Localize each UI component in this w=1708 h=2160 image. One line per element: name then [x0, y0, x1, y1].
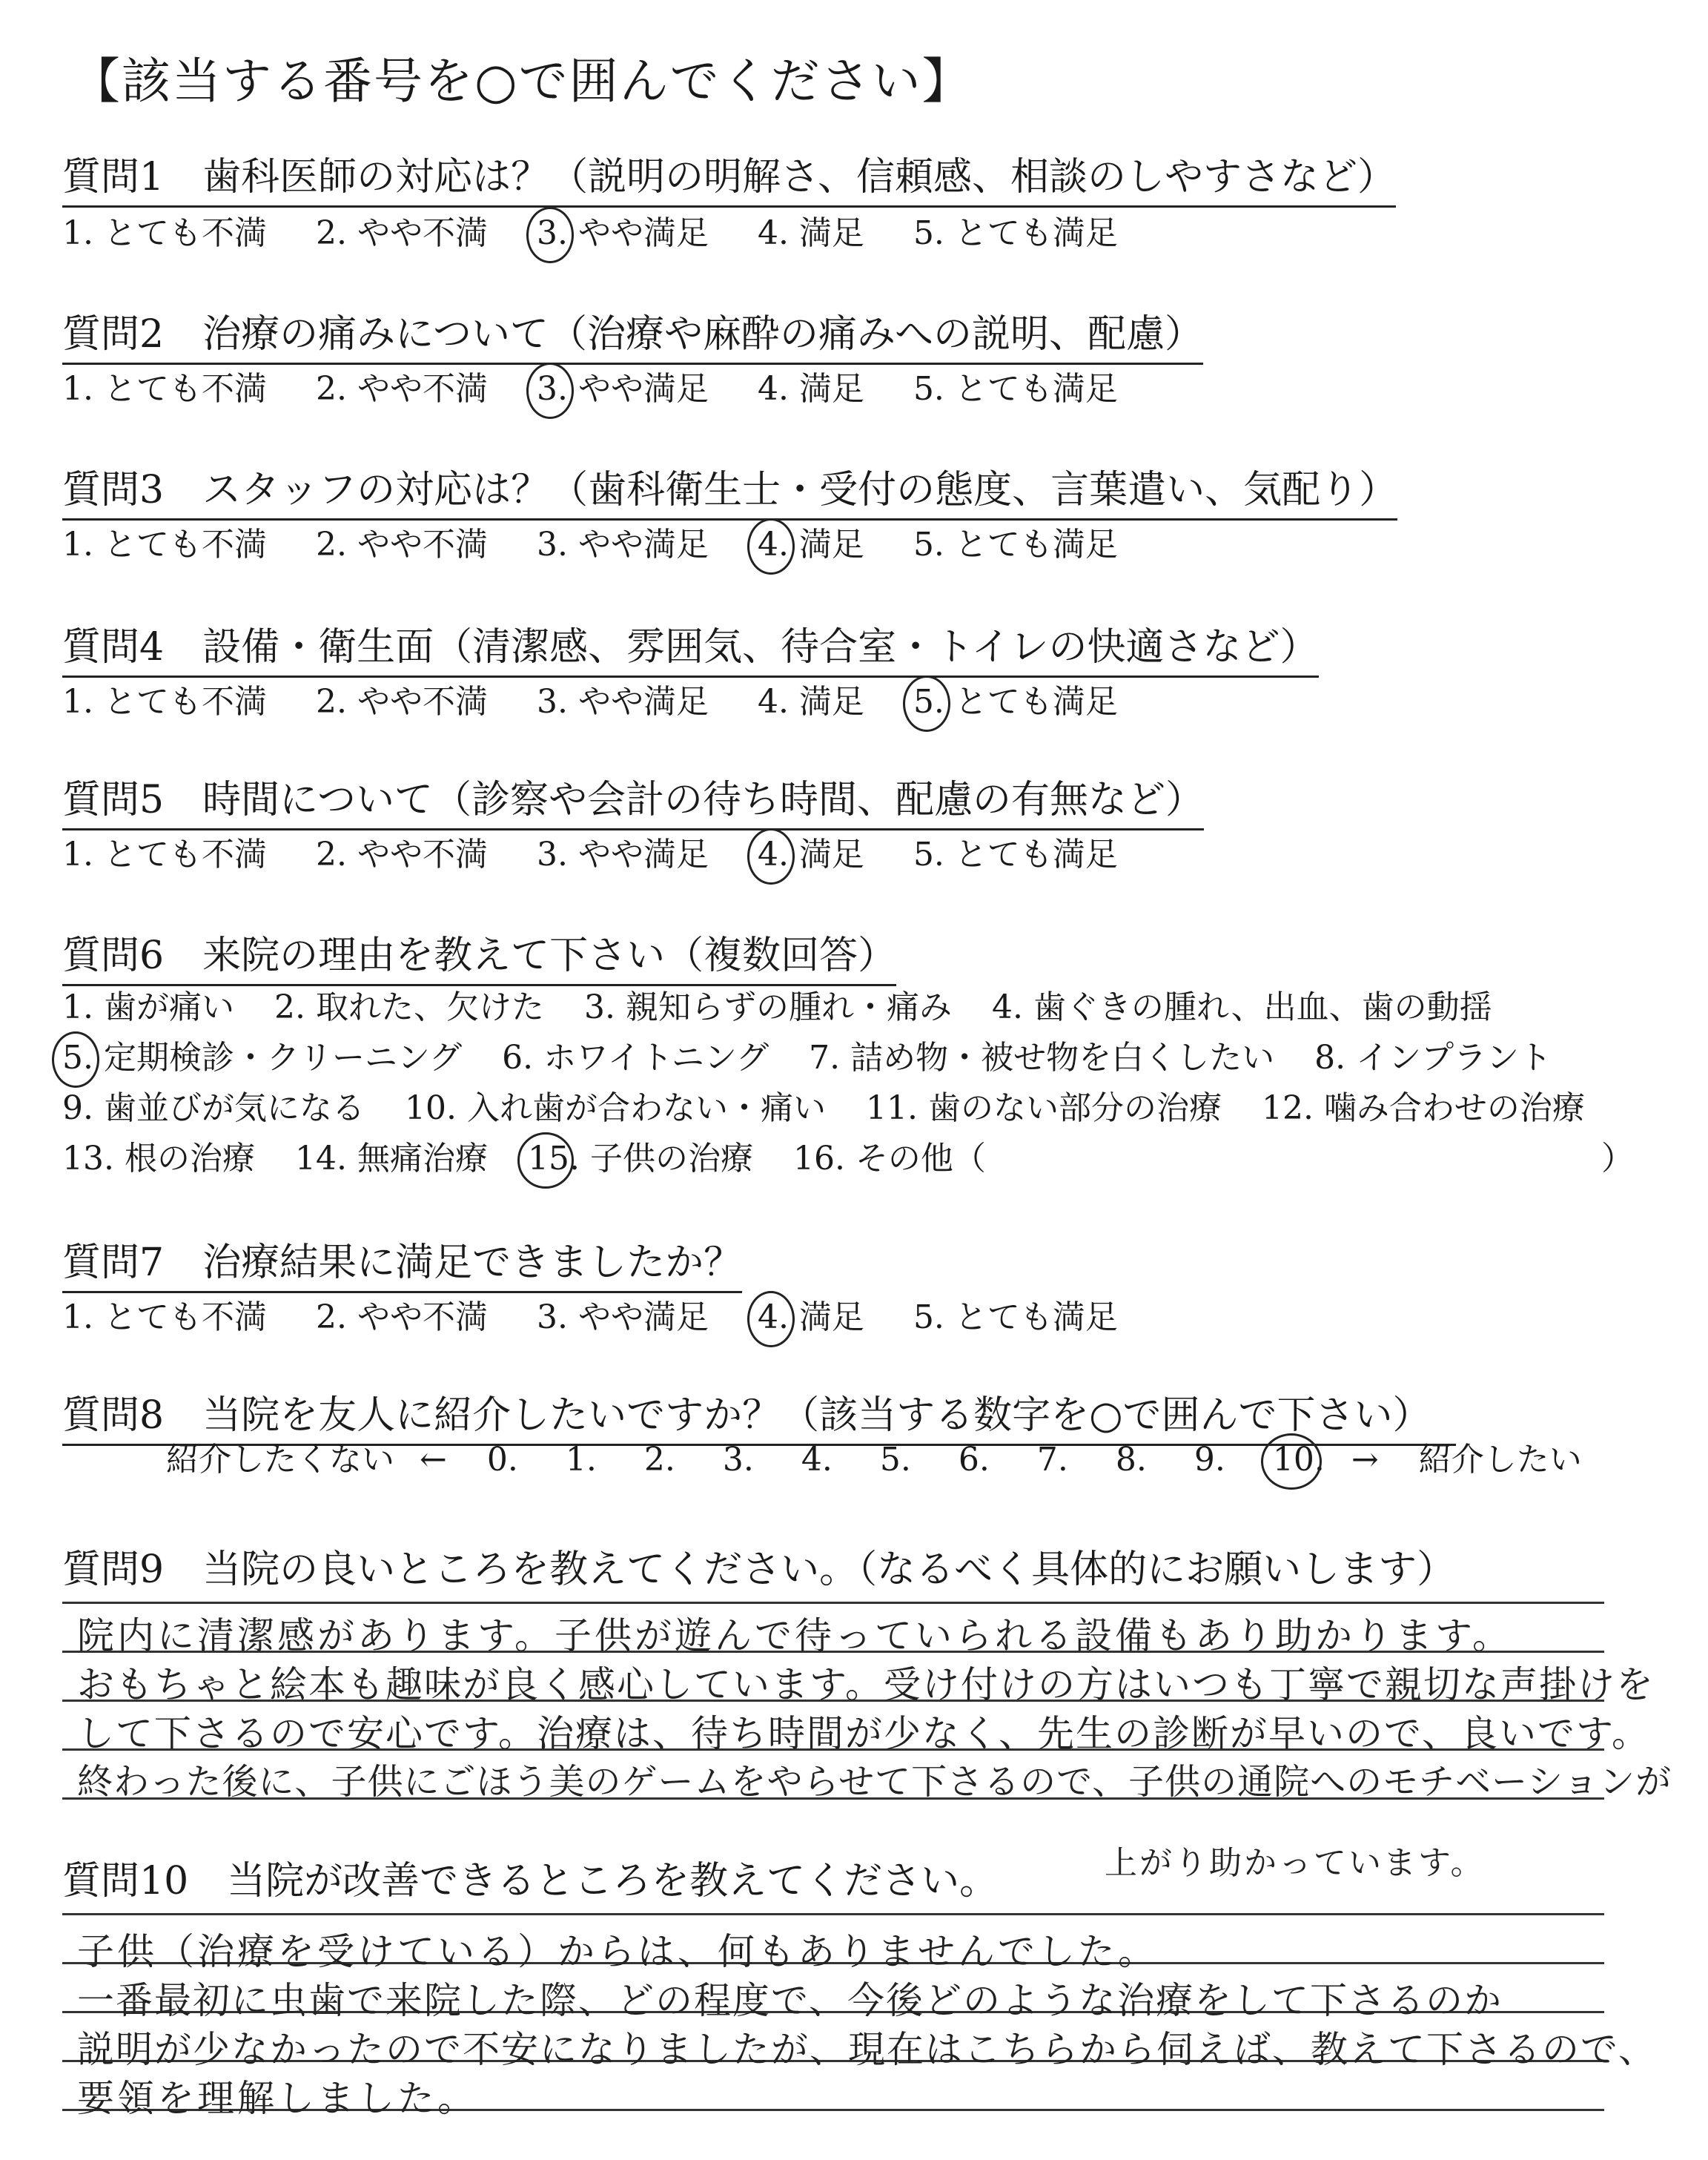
- option[interactable]: 3. やや満足: [536, 683, 709, 721]
- option-selected[interactable]: 4. 満足: [758, 1290, 864, 1338]
- option[interactable]: 5. とても満足: [913, 526, 1118, 564]
- option-selected[interactable]: 4. 満足: [758, 518, 864, 565]
- question-3-title: 質問3 スタッフの対応は？（歯科衛生士・受付の態度、言葉遣い、気配り）: [62, 458, 1397, 521]
- scale-option[interactable]: 9.: [1194, 1441, 1225, 1479]
- scale-option[interactable]: 1.: [565, 1441, 597, 1479]
- option[interactable]: 2. やや不満: [315, 370, 488, 408]
- question-3-options: [62, 518, 1156, 565]
- option[interactable]: 5. とても満足: [913, 370, 1118, 408]
- option[interactable]: 5. とても満足: [913, 1298, 1118, 1336]
- question-5-options: [62, 828, 1156, 875]
- handwritten-line: 要領を理解しました。: [77, 2077, 477, 2120]
- question-4-title: 質問4 設備・衛生面（清潔感、雰囲気、待合室・トイレの快適さなど）: [62, 615, 1319, 678]
- question-2-title: 質問2 治療の痛みについて（治療や麻酔の痛みへの説明、配慮）: [62, 303, 1203, 365]
- question-10-title: 質問10 当院が改善できるところを教えてください。: [62, 1859, 999, 1903]
- arrow-left-icon: ←: [420, 1441, 447, 1479]
- question-6-options-row-1: [62, 980, 1522, 1028]
- option-selected[interactable]: 3. やや満足: [537, 206, 709, 254]
- option[interactable]: 1. とても不満: [62, 836, 267, 873]
- option[interactable]: 3. やや満足: [536, 1298, 709, 1336]
- question-6-title: 質問6 来院の理由を教えて下さい（複数回答）: [62, 924, 896, 986]
- handwritten-line: 説明が少なかったので不安になりましたが、現在はこちらから伺えば、教えて下さるので、: [77, 2028, 1657, 2071]
- scale-option[interactable]: 5.: [879, 1441, 911, 1479]
- question-6-options-row-3: [62, 1081, 1615, 1129]
- scale-option-selected[interactable]: 10.: [1273, 1441, 1341, 1479]
- option[interactable]: 8. インプラント: [1314, 1039, 1552, 1077]
- option[interactable]: 2. やや不満: [315, 683, 488, 721]
- selection-circle: [52, 1031, 99, 1088]
- handwritten-line: 終わった後に、子供にごほう美のゲームをやらせて下さるので、子供の通院へのモチベーションが: [77, 1761, 1672, 1803]
- option[interactable]: 2. やや不満: [315, 836, 488, 873]
- scale-option[interactable]: 7.: [1036, 1441, 1068, 1479]
- question-7-title: 質問7 治療結果に満足できましたか？: [62, 1231, 742, 1293]
- selection-circle: [903, 676, 950, 732]
- option-selected[interactable]: 4. 満足: [758, 828, 864, 875]
- selection-circle: [526, 207, 574, 263]
- scale-option[interactable]: 2.: [643, 1441, 675, 1479]
- option[interactable]: 2. やや不満: [315, 1298, 488, 1336]
- option-selected[interactable]: 3. やや満足: [537, 362, 709, 409]
- option[interactable]: 12. 噛み合わせの治療: [1261, 1089, 1585, 1127]
- option[interactable]: 2. やや不満: [315, 526, 488, 564]
- option[interactable]: 2. やや不満: [315, 214, 488, 252]
- option[interactable]: 7. 詰め物・被せ物を白くしたい: [809, 1039, 1275, 1077]
- option[interactable]: 5. とても満足: [913, 836, 1118, 873]
- selection-circle: [517, 1132, 574, 1189]
- option-selected[interactable]: 5. とても満足: [913, 675, 1118, 722]
- handwritten-line: おもちゃと絵本も趣味が良く感心しています。受け付けの方はいつも丁寧で親切な声掛けを: [77, 1663, 1655, 1706]
- handwritten-line: 院内に清潔感があります。子供が遊んで待っていられる設備もあり助かります。: [77, 1614, 1512, 1657]
- option[interactable]: 4. 満足: [757, 370, 864, 408]
- handwritten-line: して下さるので安心です。治療は、待ち時間が少なく、先生の診断が早いので、良いです。: [77, 1712, 1650, 1755]
- scale-option[interactable]: 3.: [722, 1441, 754, 1479]
- scale-option[interactable]: 6.: [958, 1441, 990, 1479]
- option[interactable]: 6. ホワイトニング: [502, 1039, 769, 1077]
- selection-circle: [747, 518, 795, 575]
- question-8-title: 質問8 当院を友人に紹介したいですか？（該当する数字を○で囲んで下さい）: [62, 1384, 1456, 1446]
- option[interactable]: 4. 満足: [757, 683, 864, 721]
- option[interactable]: 3. やや満足: [536, 526, 709, 564]
- scale-option[interactable]: 8.: [1115, 1441, 1147, 1479]
- selection-circle: [747, 1291, 795, 1347]
- handwritten-line: 子供（治療を受けている）からは、何もありませんでした。: [77, 1930, 1158, 1973]
- option-selected[interactable]: 5. 定期検診・クリーニング: [62, 1031, 462, 1078]
- option-selected[interactable]: 15. 子供の治療: [528, 1132, 753, 1179]
- option[interactable]: 1. 歯が痛い: [62, 988, 234, 1026]
- question-6-options-row-4: [62, 1132, 1016, 1179]
- option[interactable]: 10. 入れ歯が合わない・痛い: [404, 1089, 826, 1127]
- option[interactable]: 2. 取れた、欠けた: [274, 988, 544, 1026]
- scale-label-right: 紹介したい: [1418, 1441, 1582, 1479]
- answer-rule: [62, 1913, 1604, 1915]
- option[interactable]: 3. 親知らずの腫れ・痛み: [583, 988, 952, 1026]
- option[interactable]: 1. とても不満: [62, 370, 267, 408]
- question-2-options: [62, 362, 1156, 409]
- question-9-title: 質問9 当院の良いところを教えてください。（なるべく具体的にお願いします）: [62, 1548, 1456, 1592]
- question-4-options: [62, 675, 1156, 722]
- option[interactable]: 16. その他（: [792, 1140, 986, 1178]
- handwritten-line: 一番最初に虫歯で来院した際、どの程度で、今後どのような治療をして下さるのか: [77, 1979, 1503, 2022]
- answer-rule: [62, 1602, 1604, 1604]
- option[interactable]: 5. とても満足: [913, 214, 1118, 252]
- option[interactable]: 9. 歯並びが気になる: [62, 1089, 365, 1127]
- question-7-options: [62, 1290, 1156, 1338]
- selection-circle: [747, 828, 795, 885]
- option[interactable]: 11. 歯のない部分の治療: [865, 1089, 1222, 1127]
- question-1-options: [62, 206, 1156, 254]
- option[interactable]: 1. とても不満: [62, 214, 267, 252]
- selection-circle: [1261, 1433, 1322, 1490]
- option[interactable]: 4. 歯ぐきの腫れ、出血、歯の動揺: [991, 988, 1492, 1026]
- option[interactable]: 14. 無痛治療: [294, 1140, 488, 1178]
- selection-circle: [526, 363, 574, 419]
- question-10-answer-area: [62, 1913, 1657, 2158]
- question-9-answer-area: [62, 1602, 1672, 1846]
- option[interactable]: 3. やや満足: [536, 836, 709, 873]
- arrow-right-icon: →: [1351, 1441, 1379, 1479]
- question-5-title: 質問5 時間について（診察や会計の待ち時間、配慮の有無など）: [62, 768, 1204, 830]
- question-6-options-row-2: [62, 1031, 1581, 1078]
- option[interactable]: 1. とても不満: [62, 683, 267, 721]
- scale-label-left: 紹介したくない: [166, 1441, 394, 1479]
- scale-option[interactable]: 4.: [801, 1441, 833, 1479]
- other-close-paren: ）: [1601, 1140, 1634, 1178]
- option[interactable]: 1. とても不満: [62, 1298, 267, 1336]
- handwritten-line: 上がり助かっています。: [1105, 1844, 1486, 1882]
- question-1-title: 質問1 歯科医師の対応は？（説明の明解さ、信頼感、相談のしやすさなど）: [62, 145, 1396, 208]
- instruction-title: 【該当する番号を○で囲んでください】: [71, 53, 973, 110]
- option[interactable]: 13. 根の治療: [62, 1140, 255, 1178]
- option[interactable]: 1. とても不満: [62, 526, 267, 564]
- option[interactable]: 4. 満足: [757, 214, 864, 252]
- scale-option[interactable]: 0.: [486, 1441, 518, 1479]
- recommend-scale: [62, 1433, 1582, 1480]
